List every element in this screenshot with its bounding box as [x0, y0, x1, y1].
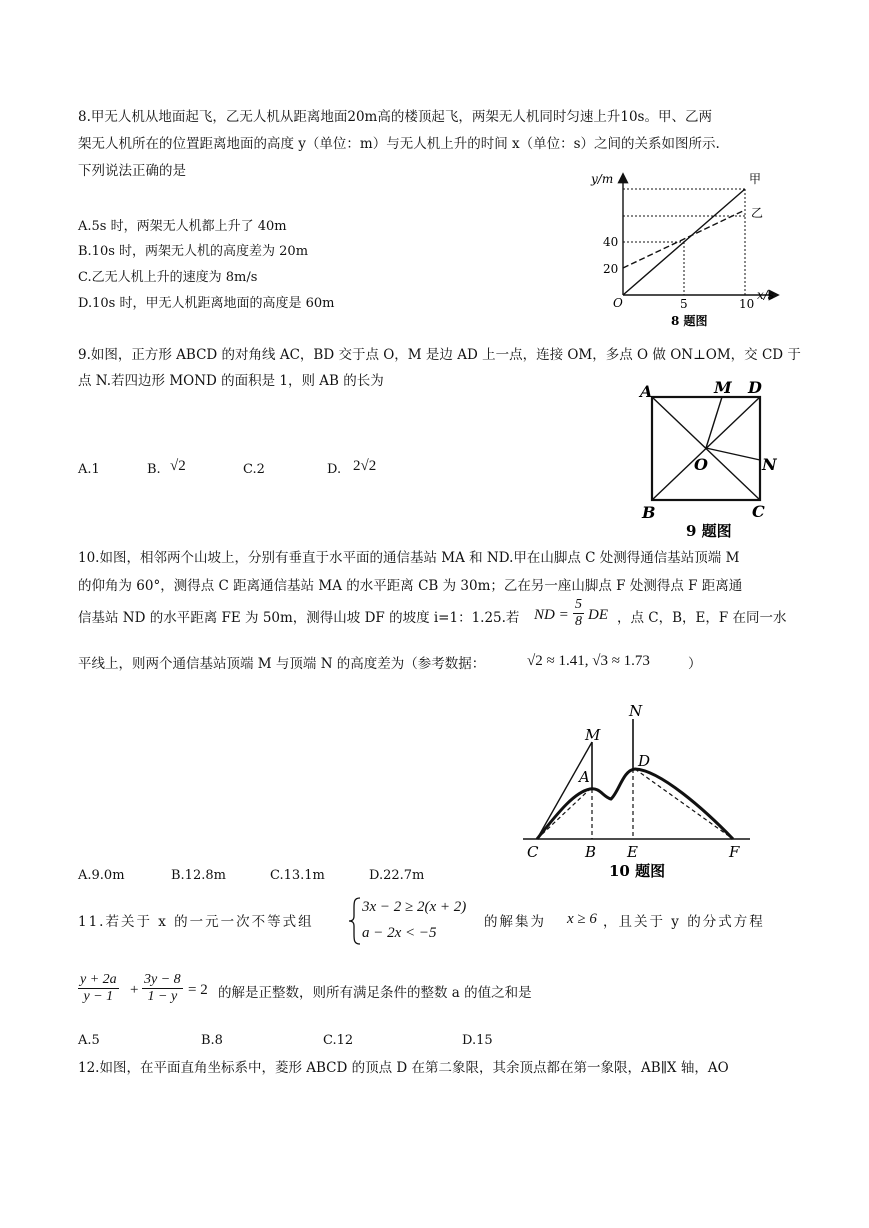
x-tick-5: 5	[680, 297, 688, 311]
q8-line1: 8.甲无人机从地面起飞，乙无人机从距离地面20m高的楼顶起飞，两架无人机同时匀速上升10s。甲、乙两	[78, 109, 712, 125]
q10-nd-lhs: ND =	[534, 607, 569, 623]
y-tick-20: 20	[603, 262, 619, 276]
q9-line1: 9.如图，正方形 ABCD 的对角线 AC，BD 交于点 O，M 是边 AD 上一点，连接 OM，多点 O 做 ON⊥OM，交 CD 于	[78, 347, 801, 363]
y-axis-label: y/m	[591, 172, 614, 186]
q8-option-c: C.乙无人机上升的速度为 8m/s	[78, 270, 258, 285]
q11-line1b: 的解集为	[484, 914, 546, 930]
q11-frac2-den: 1 − y	[147, 989, 178, 1004]
label-m: M	[714, 378, 732, 397]
label-c: C	[752, 502, 765, 521]
q9-option-d: D.	[327, 462, 342, 477]
label-o: O	[694, 455, 708, 474]
q11-frac2-num: 3y − 8	[144, 972, 181, 987]
label-b: B	[585, 843, 597, 861]
q10-figure	[515, 700, 760, 885]
label-d: D	[748, 378, 762, 397]
origin-label: O	[613, 296, 623, 310]
label-a: A	[579, 768, 590, 786]
label-a: A	[640, 382, 653, 401]
q11-sol: x ≥ 6	[567, 911, 597, 927]
label-d: D	[638, 752, 651, 770]
q10-frac-den: 8	[575, 614, 582, 629]
q10-option-d: D.22.7m	[369, 868, 425, 883]
q9-line2: 点 N.若四边形 MOND 的面积是 1，则 AB 的长为	[78, 373, 384, 389]
q9-option-c: C.2	[243, 462, 265, 477]
label-n: N	[629, 702, 643, 720]
label-b: B	[642, 503, 656, 522]
label-f: F	[729, 843, 740, 861]
q11-option-d: D.15	[462, 1033, 493, 1048]
x-axis-label: x/s	[757, 288, 774, 302]
q11-rhs: = 2	[188, 982, 208, 998]
q8-option-b: B.10s 时，两架无人机的高度差为 20m	[78, 244, 309, 259]
label-c: C	[527, 843, 539, 861]
q9-option-a: A.1	[78, 462, 100, 477]
label-m: M	[585, 726, 601, 744]
q11-frac1-den: y − 1	[83, 989, 114, 1004]
q10-option-a: A.9.0m	[78, 868, 125, 883]
q8-caption: 8 题图	[671, 314, 708, 328]
q11-frac2	[142, 972, 183, 1005]
q8-figure	[585, 165, 785, 335]
q10-option-b: B.12.8m	[171, 868, 226, 883]
q8-line3: 下列说法正确的是	[78, 163, 186, 179]
q11-option-c: C.12	[323, 1033, 354, 1048]
q10-fraction	[573, 597, 584, 630]
q11-brace	[348, 896, 362, 946]
q11-option-a: A.5	[78, 1033, 100, 1048]
q11-frac1	[78, 972, 119, 1005]
label-n: N	[762, 455, 777, 474]
q11-line1c: ，且关于 y 的分式方程	[603, 914, 765, 930]
q10-frac-rhs: DE	[588, 607, 608, 623]
q10-line4a: 平线上，则两个通信基站顶端 M 与顶端 N 的高度差为（参考数据：	[78, 656, 486, 672]
q11-line1a: 11.若关于 x 的一元一次不等式组	[78, 914, 314, 930]
q10-line3a: 信基站 ND 的水平距离 FE 为 50m，测得山坡 DF 的坡度 i=1：1.25.若	[78, 610, 520, 626]
q9-option-b-math: √2	[170, 458, 186, 474]
q10-caption: 10 题图	[609, 862, 666, 880]
q11-plus: +	[130, 982, 139, 998]
q10-line2: 的仰角为 60°，测得点 C 距离通信基站 MA 的水平距离 CB 为 30m；乙在另一座山脚点 F 处测得点 F 距离通	[78, 578, 743, 594]
label-e: E	[627, 843, 638, 861]
label-yi: 乙	[751, 206, 764, 220]
q10-frac-num: 5	[575, 597, 582, 612]
y-tick-40: 40	[603, 235, 619, 249]
q9-option-d-math: 2√2	[353, 458, 377, 474]
q10-option-c: C.13.1m	[270, 868, 325, 883]
q10-line4-math: √2 ≈ 1.41, √3 ≈ 1.73	[527, 653, 650, 669]
q11-frac1-num: y + 2a	[80, 972, 117, 987]
q11-ineq1: 3x − 2 ≥ 2(x + 2)	[362, 899, 467, 915]
q11-ineq2: a − 2x < −5	[362, 925, 437, 941]
q8-line2: 架无人机所在的位置距离地面的高度 y（单位：m）与无人机上升的时间 x（单位：s）之间的关系如图所示.	[78, 136, 720, 152]
x-tick-10: 10	[739, 297, 755, 311]
q12-line1: 12.如图，在平面直角坐标系中，菱形 ABCD 的顶点 D 在第二象限，其余顶点都在第一象限，AB∥X 轴，AO	[78, 1060, 729, 1076]
q10-line3b: ，点 C，B，E，F 在同一水	[617, 610, 787, 626]
q10-line4b: ）	[688, 656, 702, 672]
q11-line2b: 的解是正整数，则所有满足条件的整数 a 的值之和是	[218, 985, 532, 1001]
q8-option-a: A.5s 时，两架无人机都上升了 40m	[78, 219, 287, 234]
q8-option-d: D.10s 时，甲无人机距离地面的高度是 60m	[78, 296, 335, 311]
label-jia: 甲	[749, 172, 762, 186]
q9-caption: 9 题图	[686, 522, 732, 540]
q9-option-b: B.	[147, 462, 161, 477]
q9-figure	[634, 375, 779, 540]
q10-line1: 10.如图，相邻两个山坡上，分别有垂直于水平面的通信基站 MA 和 ND.甲在山脚点 C 处测得通信基站顶端 M	[78, 550, 740, 566]
q11-option-b: B.8	[201, 1033, 223, 1048]
